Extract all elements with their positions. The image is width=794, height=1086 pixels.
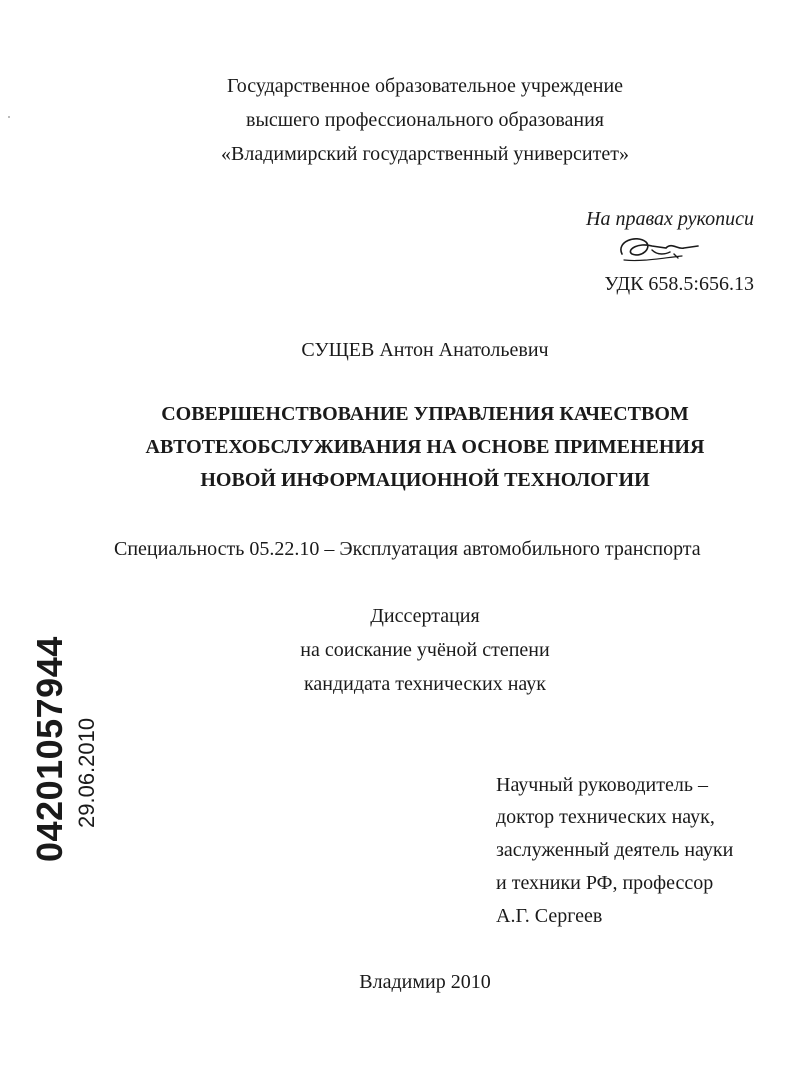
supervisor-line-1: Научный руководитель – (496, 774, 708, 796)
stamp-date: 29.06.2010 (74, 717, 99, 828)
specialty-line: Специальность 05.22.10 – Эксплуатация автомобильного транспорта (114, 538, 701, 560)
manuscript-rights-note: На правах рукописи (586, 208, 754, 230)
city-year: Владимир 2010 (359, 971, 491, 993)
handwritten-signature (612, 228, 702, 268)
dissertation-title-line-1: СОВЕРШЕНСТВОВАНИЕ УПРАВЛЕНИЯ КАЧЕСТВОМ (161, 403, 689, 425)
dissertation-title-line-2: АВТОТЕХОБСЛУЖИВАНИЯ НА ОСНОВЕ ПРИМЕНЕНИЯ (145, 436, 705, 458)
institution-line-2: высшего профессионального образования (246, 109, 604, 131)
stamp-number: 04201057944 (29, 636, 70, 862)
supervisor-line-2: доктор технических наук, (496, 806, 715, 828)
institution-line-3: «Владимирский государственный университет» (221, 143, 629, 165)
dissertation-title-line-3: НОВОЙ ИНФОРМАЦИОННОЙ ТЕХНОЛОГИИ (200, 469, 650, 491)
author-name: СУЩЕВ Антон Анатольевич (301, 339, 549, 361)
supervisor-name: А.Г. Сергеев (496, 905, 603, 927)
institution-line-1: Государственное образовательное учреждение (226, 75, 624, 97)
degree-field-line: кандидата технических наук (303, 673, 547, 695)
supervisor-line-3: заслуженный деятель науки (496, 839, 734, 861)
degree-line: на соискание учёной степени (300, 639, 550, 661)
udk-code: УДК 658.5:656.13 (604, 273, 754, 295)
supervisor-line-4: и техники РФ, профессор (496, 872, 714, 894)
dissertation-label: Диссертация (370, 605, 480, 627)
